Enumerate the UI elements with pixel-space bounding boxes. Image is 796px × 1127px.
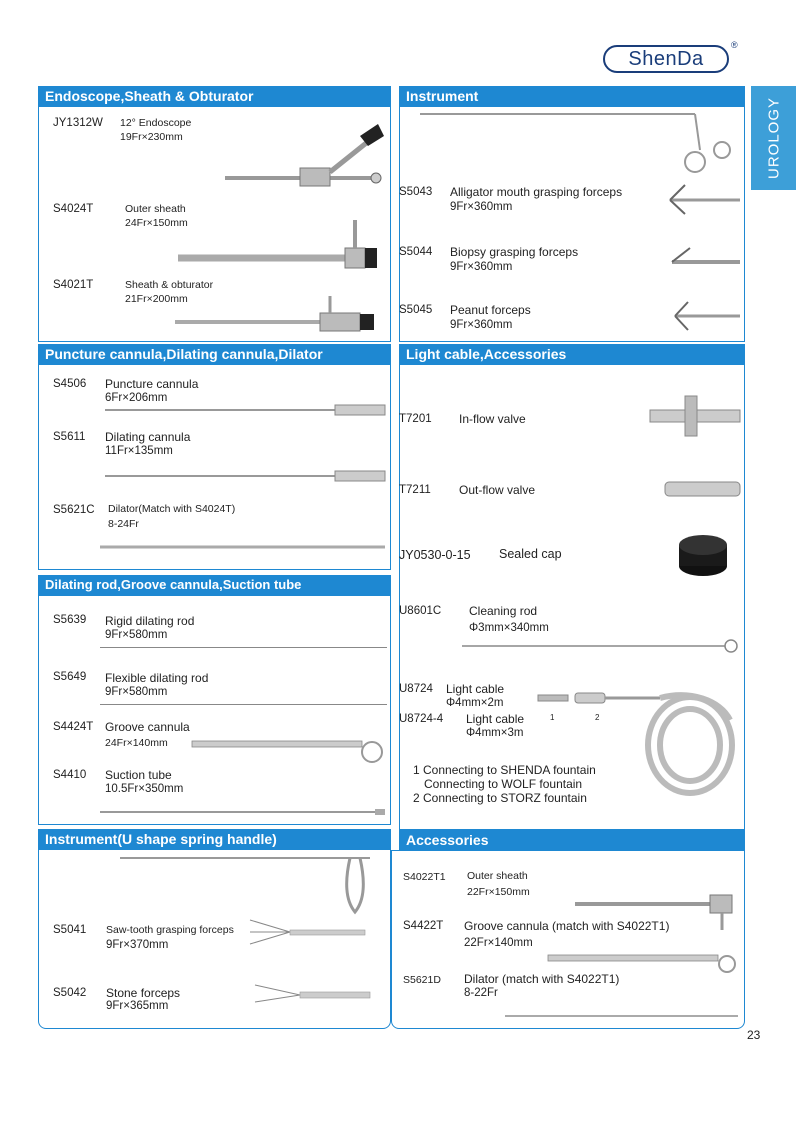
item-name: Outer sheath <box>467 870 528 882</box>
item-code: U8724 <box>399 683 433 695</box>
item-code: S4022T1 <box>403 871 446 883</box>
category-tab-label: UROLOGY <box>765 96 782 180</box>
section-header-u-instrument: Instrument(U shape spring handle) <box>38 829 391 849</box>
item-code: S4424T <box>53 721 94 733</box>
item-spec: 9Fr×580mm <box>105 686 168 698</box>
item-spec: 24Fr×150mm <box>125 217 188 229</box>
section-panel-endoscope <box>38 106 391 342</box>
item-name: Puncture cannula <box>105 377 199 391</box>
item-spec: Φ4mm×2m <box>446 697 504 709</box>
item-spec: 9Fr×370mm <box>106 939 169 951</box>
item-spec: 21Fr×200mm <box>125 293 188 305</box>
item-code: U8601C <box>399 605 442 617</box>
item-spec: 19Fr×230mm <box>120 131 183 143</box>
item-spec: 9Fr×360mm <box>450 319 513 331</box>
item-name: Out-flow valve <box>459 483 536 497</box>
item-spec: Φ4mm×3m <box>466 727 524 739</box>
registered-mark: ® <box>731 40 738 50</box>
item-name: Light cable <box>466 712 525 726</box>
section-header-light-cable: Light cable,Accessories <box>399 344 745 364</box>
item-spec: 22Fr×140mm <box>464 937 533 949</box>
item-spec: Φ3mm×340mm <box>469 622 549 634</box>
item-name: Biopsy grasping forceps <box>450 245 579 259</box>
item-name: Stone forceps <box>106 986 181 1000</box>
item-code: S5043 <box>399 186 433 198</box>
section-panel-puncture <box>38 364 391 570</box>
section-header-puncture: Puncture cannula,Dilating cannula,Dilator <box>38 344 391 364</box>
item-code: S4506 <box>53 378 87 390</box>
item-name: Dilator(Match with S4024T) <box>108 503 236 515</box>
dilator-22fr-illustration <box>505 1015 738 1017</box>
item-spec: 11Fr×135mm <box>105 445 173 457</box>
item-code: S4422T <box>403 920 444 932</box>
brand-logo <box>603 45 729 73</box>
item-name: Sheath & obturator <box>125 279 214 291</box>
item-name: Flexible dilating rod <box>105 671 209 685</box>
connector-note: Connecting to WOLF fountain <box>424 777 583 791</box>
item-name: Light cable <box>446 682 505 696</box>
section-header-dilating-rod: Dilating rod,Groove cannula,Suction tube <box>38 575 391 595</box>
connector-marker-2: 2 <box>595 713 600 722</box>
item-code: U8724-4 <box>399 713 444 725</box>
item-code: S5045 <box>399 304 433 316</box>
category-tab <box>751 86 796 190</box>
section-panel-u-instrument <box>38 849 391 1029</box>
item-code: S4410 <box>53 769 87 781</box>
item-code: S5621D <box>403 974 441 986</box>
item-name: Groove cannula (match with S4022T1) <box>464 919 670 933</box>
item-name: Suction tube <box>105 768 172 782</box>
item-code: S5042 <box>53 987 87 999</box>
item-spec: 8-24Fr <box>108 518 139 530</box>
section-panel-dilating-rod <box>38 595 391 825</box>
item-name: Alligator mouth grasping forceps <box>450 185 623 199</box>
item-code: S5639 <box>53 614 87 626</box>
item-spec: 24Fr×140mm <box>105 737 168 749</box>
item-code: S5621C <box>53 504 95 516</box>
item-code: S4024T <box>53 203 94 215</box>
item-spec: 22Fr×150mm <box>467 886 530 898</box>
item-code: S4021T <box>53 279 94 291</box>
item-code: S5044 <box>399 246 433 258</box>
item-spec: 9Fr×580mm <box>105 629 168 641</box>
section-header-endoscope: Endoscope,Sheath & Obturator <box>38 86 391 106</box>
item-name: Rigid dilating rod <box>105 614 195 628</box>
connector-note: 1 Connecting to SHENDA fountain <box>413 763 596 777</box>
section-header-instrument: Instrument <box>399 86 745 106</box>
item-name: Peanut forceps <box>450 303 531 317</box>
page-number: 23 <box>747 1028 761 1042</box>
item-spec: 9Fr×360mm <box>450 261 513 273</box>
section-header-accessories: Accessories <box>399 830 745 850</box>
item-name: Dilator (match with S4022T1) <box>464 972 620 986</box>
item-spec: 8-22Fr <box>464 987 498 999</box>
item-code: JY1312W <box>53 117 103 129</box>
item-code: T7201 <box>399 413 432 425</box>
item-name: Outer sheath <box>125 203 186 215</box>
rigid-dilating-rod-illustration <box>100 647 387 648</box>
flexible-dilating-rod-illustration <box>100 704 387 705</box>
item-name: 12° Endoscope <box>120 117 192 129</box>
item-code: S5611 <box>53 431 86 443</box>
section-panel-light-cable <box>399 364 745 830</box>
brand-name: ShenDa <box>628 47 704 70</box>
item-code: S5041 <box>53 924 87 936</box>
item-name: Saw-tooth grasping forceps <box>106 924 234 936</box>
connector-marker-1: 1 <box>550 713 555 722</box>
item-name: Cleaning rod <box>469 604 538 618</box>
item-spec: 6Fr×206mm <box>105 392 168 404</box>
connector-note: 2 Connecting to STORZ fountain <box>413 791 587 805</box>
item-code: S5649 <box>53 671 87 683</box>
item-spec: 10.5Fr×350mm <box>105 783 184 795</box>
item-code: JY0530-0-15 <box>399 548 471 562</box>
item-name: Sealed cap <box>499 547 562 561</box>
item-code: T7211 <box>399 484 431 496</box>
item-name: Groove cannula <box>105 720 190 734</box>
item-spec: 9Fr×365mm <box>106 1000 169 1012</box>
item-spec: 9Fr×360mm <box>450 201 513 213</box>
item-name: In-flow valve <box>459 412 526 426</box>
item-name: Dilating cannula <box>105 430 191 444</box>
